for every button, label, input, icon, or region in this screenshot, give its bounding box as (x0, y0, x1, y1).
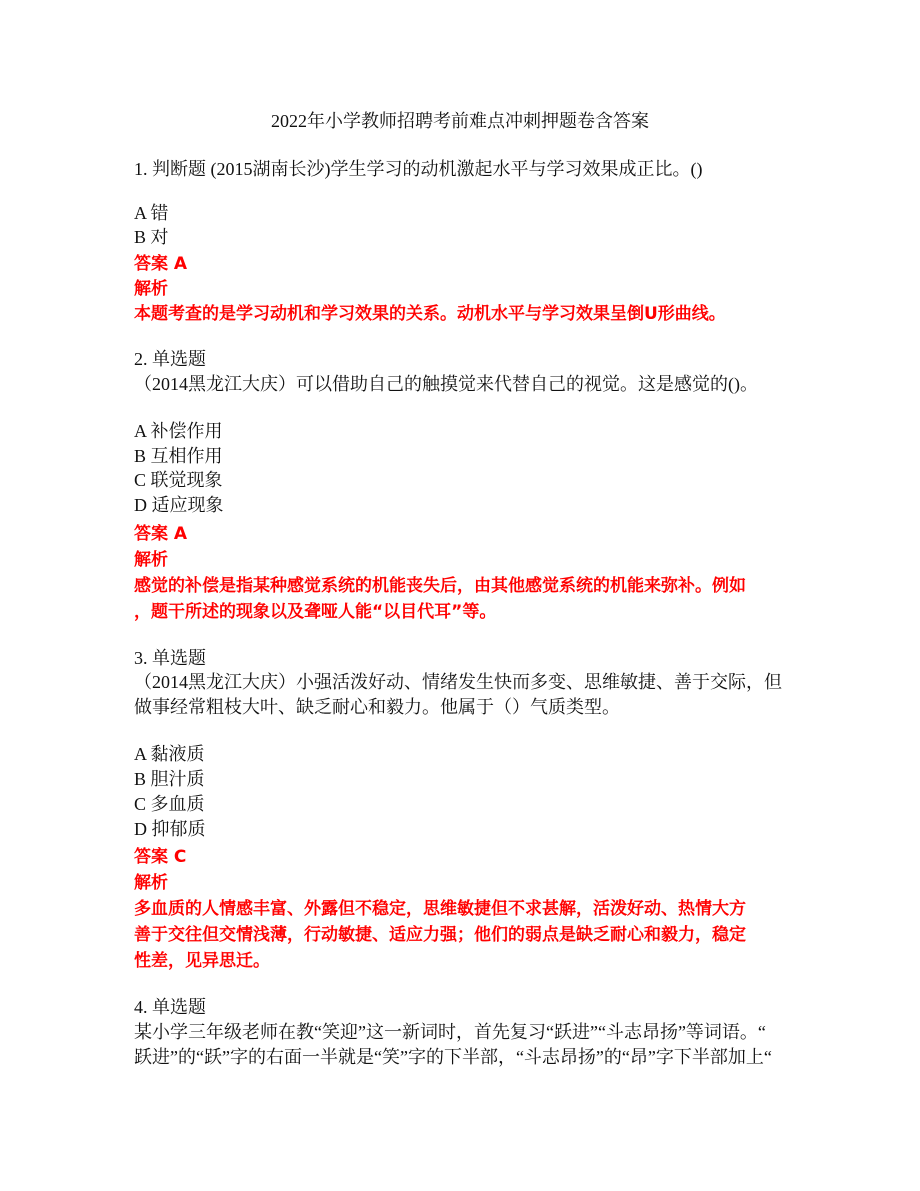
question-3-analysis-label: 解析 (134, 873, 168, 893)
question-3-stem-line-2: 做事经常粗枝大叶、缺乏耐心和毅力。他属于（）气质类型。 (134, 697, 620, 717)
question-2-option-c: C 联觉现象 (134, 470, 223, 490)
question-4-stem-line-2: 跃进”的“跃”字的右面一半就是“笑”字的下半部，“斗志昂扬”的“昂”字下半部加上“ (134, 1047, 772, 1067)
question-3-option-c: C 多血质 (134, 794, 205, 814)
question-3-header: 3. 单选题 (134, 648, 206, 668)
question-2-analysis-line-2: ，题干所述的现象以及聋哑人能“以目代耳”等。 (134, 602, 497, 622)
question-4-header: 4. 单选题 (134, 997, 206, 1017)
question-3-option-b: B 胆汁质 (134, 769, 205, 789)
question-3-stem-line-1: （2014黑龙江大庆）小强活泼好动、情绪发生快而多变、思维敏捷、善于交际，但 (134, 672, 782, 692)
question-3-answer: 答案 C (134, 847, 187, 867)
question-3-analysis-line-2: 善于交往但交情浅薄，行动敏捷、适应力强；他们的弱点是缺乏耐心和毅力，稳定 (134, 925, 746, 945)
question-1-option-a: A 错 (134, 203, 169, 223)
question-1-option-b: B 对 (134, 227, 169, 247)
question-2-answer: 答案 A (134, 524, 188, 544)
question-2-option-d: D 适应现象 (134, 495, 224, 515)
question-2-option-b: B 互相作用 (134, 446, 223, 466)
question-3-analysis-line-3: 性差，见异思迁。 (134, 951, 270, 971)
question-3-analysis-line-1: 多血质的人情感丰富、外露但不稳定，思维敏捷但不求甚解，活泼好动、热情大方 (134, 899, 746, 919)
question-1-header: 1. 判断题 (2015湖南长沙)学生学习的动机激起水平与学习效果成正比。() (134, 159, 703, 179)
question-2-analysis-line-1: 感觉的补偿是指某种感觉系统的机能丧失后，由其他感觉系统的机能来弥补。例如 (134, 576, 746, 596)
question-1-analysis-label: 解析 (134, 279, 168, 299)
question-2-option-a: A 补偿作用 (134, 421, 223, 441)
question-2-header: 2. 单选题 (134, 349, 206, 369)
question-2-analysis-label: 解析 (134, 550, 168, 570)
question-1-analysis-line-1: 本题考查的是学习动机和学习效果的关系。动机水平与学习效果呈倒U形曲线。 (134, 304, 726, 324)
question-3-option-a: A 黏液质 (134, 744, 205, 764)
document-title: 2022年小学教师招聘考前难点冲刺押题卷含答案 (271, 111, 649, 131)
question-2-stem-line-1: （2014黑龙江大庆）可以借助自己的触摸觉来代替自己的视觉。这是感觉的()。 (134, 374, 758, 394)
question-3-option-d: D 抑郁质 (134, 819, 206, 839)
question-1-answer: 答案 A (134, 254, 188, 274)
question-4-stem-line-1: 某小学三年级老师在教“笑迎”这一新词时，首先复习“跃进”“斗志昂扬”等词语。“ (134, 1022, 766, 1042)
